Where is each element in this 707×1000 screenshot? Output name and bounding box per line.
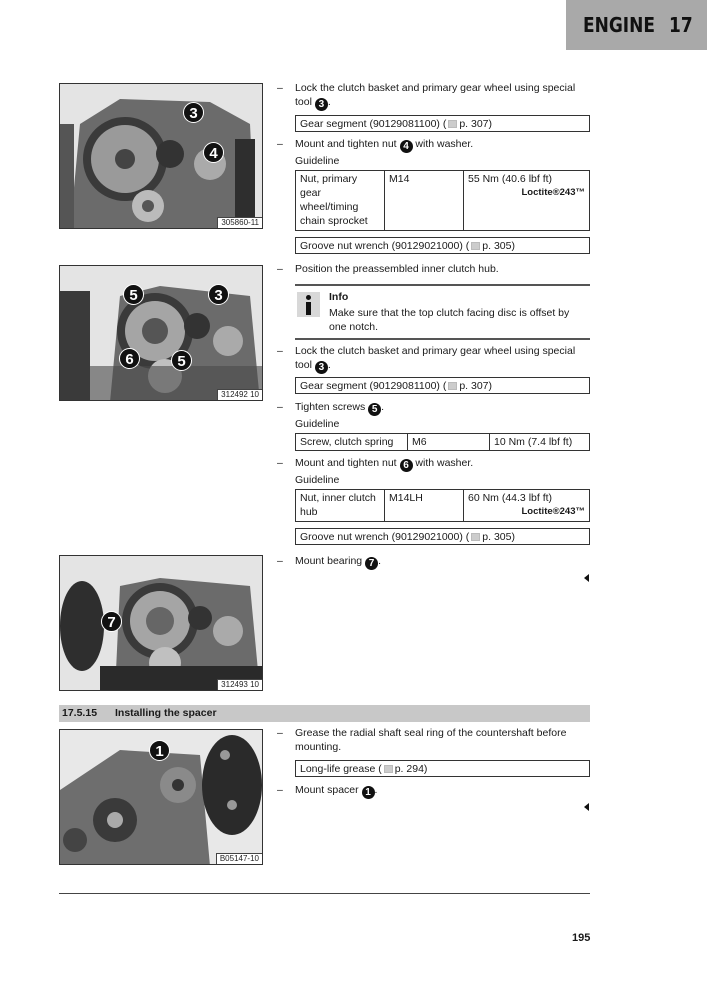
guideline-label: Guideline bbox=[295, 418, 340, 430]
end-of-procedure-icon bbox=[584, 574, 589, 582]
tool-box-gear-segment-2: Gear segment (90129081100) ( p. 307) bbox=[295, 377, 590, 394]
info-note bbox=[295, 284, 590, 340]
number-badge-5: 5 bbox=[368, 403, 381, 416]
page-number: 195 bbox=[572, 932, 591, 944]
spec-torque: 55 Nm (40.6 lbf ft) Loctite®243™ bbox=[464, 171, 590, 231]
callout-7: 7 bbox=[101, 611, 122, 632]
step-lock-clutch-basket: – Lock the clutch basket and primary gear wheel using special tool 3 . bbox=[277, 82, 576, 110]
step-tighten-screws-5: – Tighten screws 5 . bbox=[277, 401, 385, 415]
page-link[interactable]: p. 294) bbox=[394, 763, 428, 775]
end-of-procedure-icon bbox=[584, 803, 589, 811]
page-reference-icon bbox=[448, 382, 457, 390]
figure-code: 312493 10 bbox=[217, 679, 262, 690]
threadlocker: Loctite®243™ bbox=[521, 187, 585, 198]
guideline-label: Guideline bbox=[295, 474, 340, 486]
spec-table-clutch-spring-screw bbox=[295, 433, 590, 451]
page-link[interactable]: p. 307) bbox=[459, 118, 493, 130]
figure-mount-bearing bbox=[59, 555, 263, 691]
figure-code: 305860-11 bbox=[217, 217, 262, 228]
info-title: Info bbox=[329, 291, 349, 303]
section-title: Installing the spacer bbox=[115, 707, 217, 719]
callout-3: 3 bbox=[183, 102, 204, 123]
bullet-dash: – bbox=[277, 401, 283, 413]
step-mount-bearing: – Mount bearing 7 . bbox=[277, 555, 381, 569]
engine-photo-2 bbox=[60, 266, 263, 401]
tool-box-groove-nut-wrench-2: Groove nut wrench (90129021000) ( p. 305) bbox=[295, 528, 590, 545]
number-badge-4: 4 bbox=[400, 140, 413, 153]
figure-install-spacer bbox=[59, 729, 263, 865]
spec-thread: M14LH bbox=[385, 490, 464, 522]
info-text: Make sure that the top clutch facing disc is offset by one notch. bbox=[329, 307, 570, 333]
bullet-dash: – bbox=[277, 345, 283, 357]
page-reference-icon bbox=[471, 533, 480, 541]
page-link[interactable]: p. 305) bbox=[482, 240, 515, 252]
page-reference-icon bbox=[471, 242, 480, 250]
spec-table-inner-hub-nut bbox=[295, 489, 590, 522]
number-badge-6: 6 bbox=[400, 459, 413, 472]
figure-inner-clutch-hub bbox=[59, 265, 263, 401]
bullet-dash: – bbox=[277, 457, 283, 469]
tool-box-groove-nut-wrench: Groove nut wrench (90129021000) ( p. 305) bbox=[295, 237, 590, 254]
spec-torque: 10 Nm (7.4 lbf ft) bbox=[490, 434, 590, 451]
callout-5-top: 5 bbox=[123, 284, 144, 305]
section-heading bbox=[59, 705, 590, 722]
callout-3: 3 bbox=[208, 284, 229, 305]
tool-box-gear-segment: Gear segment (90129081100) ( p. 307) bbox=[295, 115, 590, 132]
bullet-dash: – bbox=[277, 263, 283, 275]
page-reference-icon bbox=[448, 120, 457, 128]
spec-table-primary-gear-nut bbox=[295, 170, 590, 231]
spec-item: Nut, inner clutch hub bbox=[296, 490, 385, 522]
engine-photo-1 bbox=[60, 84, 263, 229]
callout-1: 1 bbox=[149, 740, 170, 761]
figure-code: B05147-10 bbox=[216, 853, 262, 864]
chapter-tab bbox=[566, 0, 707, 50]
number-badge-3: 3 bbox=[315, 98, 328, 111]
figure-code: 312492 10 bbox=[217, 389, 262, 400]
chapter-number: 17 bbox=[669, 13, 693, 37]
figure-clutch-basket-lock bbox=[59, 83, 263, 229]
step-position-inner-hub: – Position the preassembled inner clutch hub. bbox=[277, 263, 499, 275]
callout-4: 4 bbox=[203, 142, 224, 163]
section-number: 17.5.15 bbox=[62, 707, 98, 719]
step-lock-clutch-basket-2: – Lock the clutch basket and primary gear wheel using special tool 3 . bbox=[277, 345, 576, 373]
page-reference-icon bbox=[384, 765, 393, 773]
step-tighten-nut-6: – Mount and tighten nut 6 with washer. bbox=[277, 457, 474, 471]
page-link[interactable]: p. 305) bbox=[482, 531, 515, 543]
bullet-dash: – bbox=[277, 727, 283, 739]
engine-photo-3 bbox=[60, 556, 263, 691]
callout-5-bottom: 5 bbox=[171, 350, 192, 371]
material-box-long-life-grease: Long-life grease ( p. 294) bbox=[295, 760, 590, 777]
number-badge-3: 3 bbox=[315, 361, 328, 374]
page-link[interactable]: p. 307) bbox=[459, 380, 493, 392]
step-mount-spacer: – Mount spacer 1 . bbox=[277, 784, 378, 798]
spec-item: Nut, primary gear wheel/timing chain sprocket bbox=[296, 171, 385, 231]
footer-divider bbox=[59, 893, 590, 894]
info-icon bbox=[297, 292, 320, 317]
step-tighten-nut-4: – Mount and tighten nut 4 with washer. bbox=[277, 138, 474, 152]
callout-6: 6 bbox=[119, 348, 140, 369]
bullet-dash: – bbox=[277, 555, 283, 567]
number-badge-7: 7 bbox=[365, 557, 378, 570]
spec-thread: M6 bbox=[408, 434, 490, 451]
spec-thread: M14 bbox=[385, 171, 464, 231]
guideline-label: Guideline bbox=[295, 155, 340, 167]
spec-torque: 60 Nm (44.3 lbf ft) Loctite®243™ bbox=[464, 490, 590, 522]
step-grease-seal-ring: – Grease the radial shaft seal ring of the countershaft before mounting. bbox=[277, 727, 567, 753]
bullet-dash: – bbox=[277, 82, 283, 94]
spec-item: Screw, clutch spring bbox=[296, 434, 408, 451]
bullet-dash: – bbox=[277, 784, 283, 796]
bullet-dash: – bbox=[277, 138, 283, 150]
chapter-name: ENGINE bbox=[583, 13, 655, 37]
number-badge-1: 1 bbox=[362, 786, 375, 799]
threadlocker: Loctite®243™ bbox=[521, 506, 585, 517]
